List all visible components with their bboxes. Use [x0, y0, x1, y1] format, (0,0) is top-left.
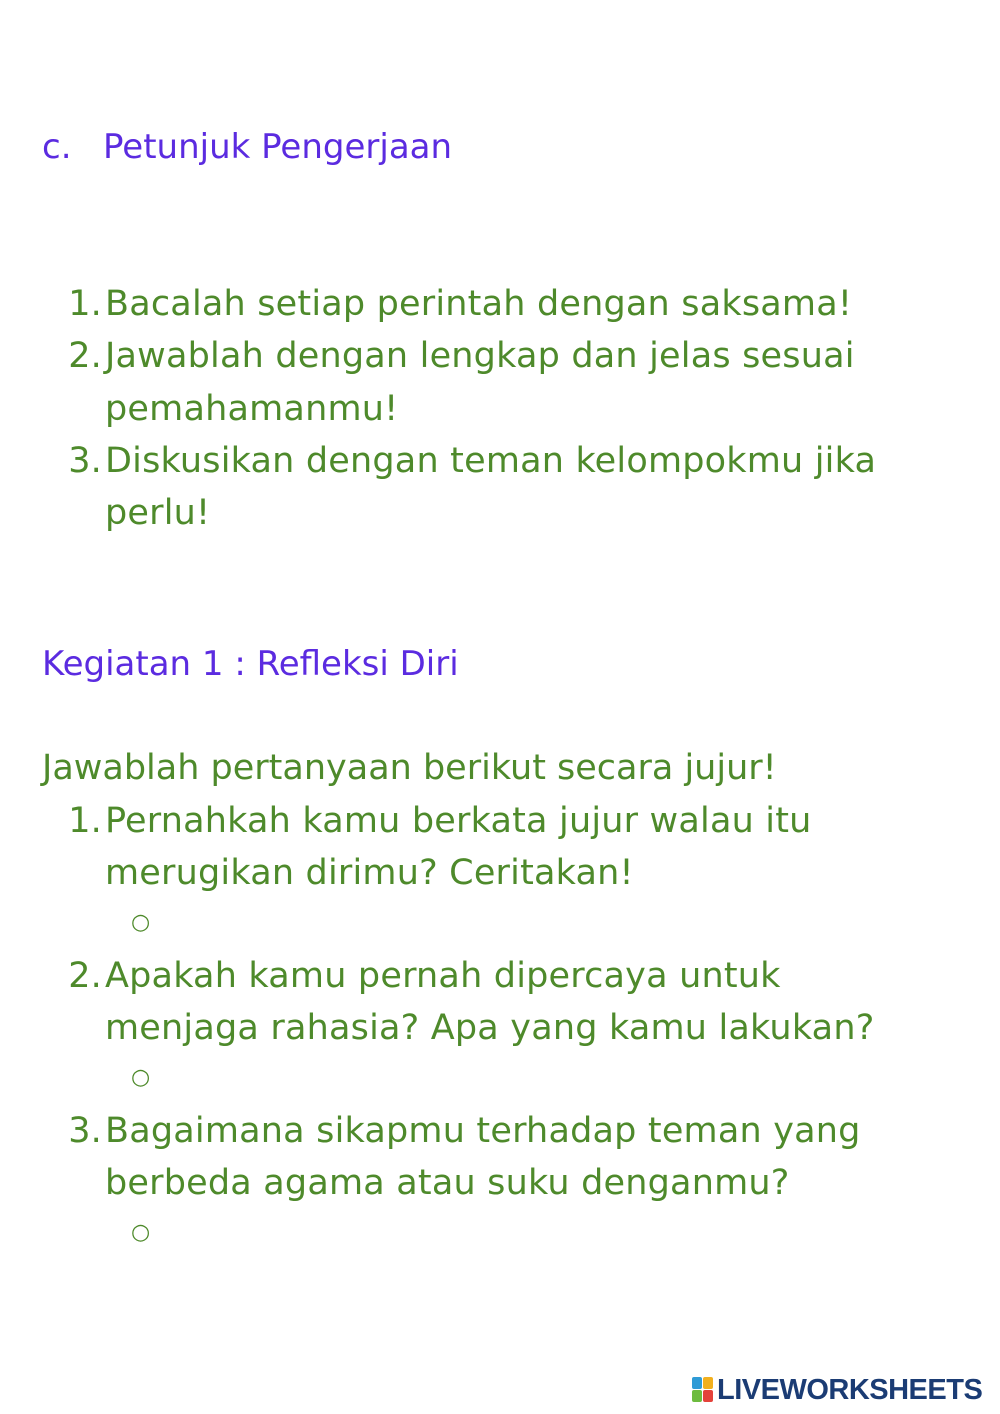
activity-prompt: Jawablah pertanyaan berikut secara jujur!: [42, 748, 777, 788]
section-letter: c.: [42, 127, 72, 167]
instruction-number: 1.: [68, 284, 102, 324]
answer-bullet: ○: [131, 910, 151, 935]
question-text: merugikan dirimu? Ceritakan!: [105, 853, 634, 893]
instruction-text: Jawablah dengan lengkap dan jelas sesuai: [105, 336, 855, 376]
instruction-text: pemahamanmu!: [105, 389, 399, 429]
question-text: Apakah kamu pernah dipercaya untuk: [105, 956, 781, 996]
liveworksheets-logo: [692, 1374, 982, 1406]
activity-title: Kegiatan 1 : Refleksi Diri: [42, 644, 459, 684]
answer-bullet: ○: [131, 1220, 151, 1245]
instruction-text: Bacalah setiap perintah dengan saksama!: [105, 284, 853, 324]
section-title: Petunjuk Pengerjaan: [103, 127, 453, 167]
instruction-number: 3.: [68, 441, 102, 481]
instruction-text: Diskusikan dengan teman kelompokmu jika: [105, 441, 877, 481]
liveworksheets-logo-icon: [692, 1377, 714, 1403]
instruction-number: 2.: [68, 336, 102, 376]
question-text: berbeda agama atau suku denganmu?: [105, 1163, 790, 1203]
question-number: 2.: [68, 956, 102, 996]
question-text: Bagaimana sikapmu terhadap teman yang: [105, 1111, 861, 1151]
question-text: Pernahkah kamu berkata jujur walau itu: [105, 801, 812, 841]
question-number: 3.: [68, 1111, 102, 1151]
instruction-text: perlu!: [105, 493, 211, 533]
logo-text: LIVEWORKSHEETS: [717, 1373, 983, 1406]
question-number: 1.: [68, 801, 102, 841]
answer-bullet: ○: [131, 1065, 151, 1090]
question-text: menjaga rahasia? Apa yang kamu lakukan?: [105, 1008, 875, 1048]
